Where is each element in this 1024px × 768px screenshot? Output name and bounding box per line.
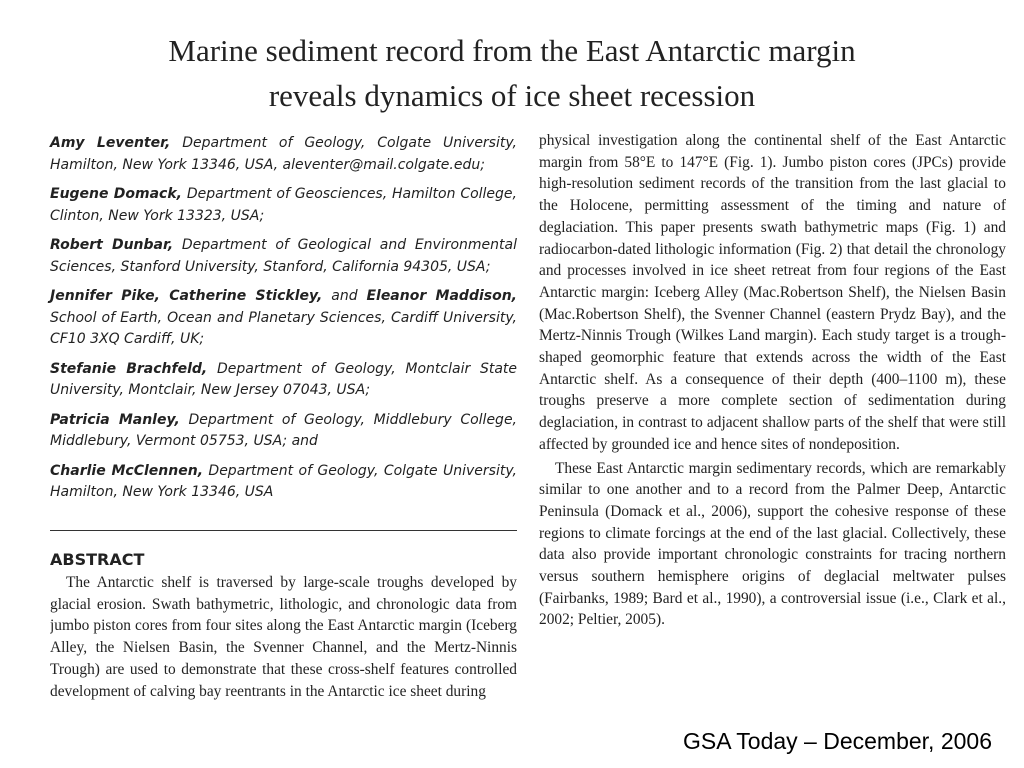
author-name: Patricia Manley,: [50, 411, 180, 428]
author-affiliation: Department of Geology, Colgate University, Hamilton, New York 13346, USA: [50, 462, 517, 500]
author-affiliation: Department of Geological and Environmental Sciences, Stanford University, Stanford, California 94305, USA;: [50, 237, 517, 275]
author-list: [50, 133, 517, 512]
title-line-2: reveals dynamics of ice sheet recession: [268, 78, 756, 113]
author-affiliation: Department of Geology, Montclair State University, Montclair, New Jersey 07043, USA;: [50, 360, 517, 398]
author-name: Amy Leventer,: [50, 135, 171, 151]
author-affiliation: Department of Geosciences, Hamilton College, Clinton, New York 13323, USA;: [50, 186, 517, 224]
author-entry: [50, 133, 517, 176]
author-affiliation: School of Earth, Ocean and Planetary Sciences, Cardiff University, CF10 3XQ Cardiff, UK;: [50, 309, 517, 347]
abstract-heading: ABSTRACT: [50, 550, 145, 569]
author-name: Eleanor Maddison,: [366, 288, 517, 304]
author-affiliation: Department of Geology, Colgate University, Hamilton, New York 13346, USA, aleventer@mail.colgate.edu;: [50, 135, 518, 173]
body-column: [539, 130, 1006, 631]
author-name: Jennifer Pike, Catherine Stickley,: [50, 288, 323, 304]
body-paragraph-1: physical investigation along the continental shelf of the East Antarctic margin from 58°E to 147°E (Fig. 1). Jumbo piston cores (JPCs) provide high-resolution sediment records of the transition from the last glacial to the Holocene, permitting assessment of the timing and nature of deglaciation. This paper presents swath bathymetric maps (Fig. 1) and radiocarbon-dated lithologic information (Fig. 2) that detail the chronology and processes involved in ice sheet retreat from four regions of the East Antarctic margin: Iceberg Alley (Mac.Robertson Shelf), the Nielsen Basin (Mac.Robertson Shelf), the Svenner Channel (eastern Prydz Bay), and the Mertz-Ninnis Trough (Wilkes Land margin). Each study target is a trough-shaped geomorphic feature that extends across the width of the East Antarctic shelf. As a consequence of their depth (400–1100 m), these troughs preserve a more complete section of sedimentation during deglaciation, in contrast to adjacent shallow parts of the shelf that were still affected by grounded ice and hence sites of nondeposition.: [539, 132, 1006, 453]
source-citation: GSA Today – December, 2006: [683, 728, 992, 754]
author-entry: [50, 359, 517, 402]
author-entry: [50, 461, 517, 504]
author-name: Charlie McClennen,: [50, 462, 204, 479]
title-line-1: Marine sediment record from the East Antarctic margin: [168, 33, 856, 68]
author-name: Eugene Domack,: [50, 186, 182, 202]
author-affiliation: Department of Geology, Middlebury College, Middlebury, Vermont 05753, USA; and: [50, 411, 518, 449]
author-entry: [50, 410, 517, 453]
article-title: [40, 28, 984, 118]
author-entry: [50, 235, 517, 278]
author-entry: [50, 286, 517, 351]
author-name: Stefanie Brachfeld,: [50, 360, 208, 377]
abstract-text: The Antarctic shelf is traversed by large-scale troughs developed by glacial erosion. Swath bathymetric, lithologic, and chronologic data from jumbo piston cores from four sites along the East Antarctic margin (Iceberg Alley, the Nielsen Basin, the Svenner Channel, and the Mertz-Ninnis Trough) are used to demonstrate that these cross-shelf features controlled development of calving bay reentrants in the Antarctic ice sheet during: [50, 574, 517, 700]
author-conjunction: and: [322, 288, 367, 304]
body-paragraph-2: These East Antarctic margin sedimentary records, which are remarkably similar to one another and to a record from the Palmer Deep, Antarctic Peninsula (Domack et al., 2006), support the cohesive response of these regions to climate forcings at the end of the last glacial. Collectively, these data also provide important chronologic constraints for tracing northern versus southern hemisphere origins of deglacial meltwater pulses (Fairbanks, 1989; Bard et al., 1990), a controversial issue (i.e., Clark et al., 2002; Peltier, 2005).: [539, 459, 1006, 629]
author-entry: [50, 184, 517, 227]
section-divider: [50, 530, 517, 531]
author-name: Robert Dunbar,: [50, 237, 174, 253]
